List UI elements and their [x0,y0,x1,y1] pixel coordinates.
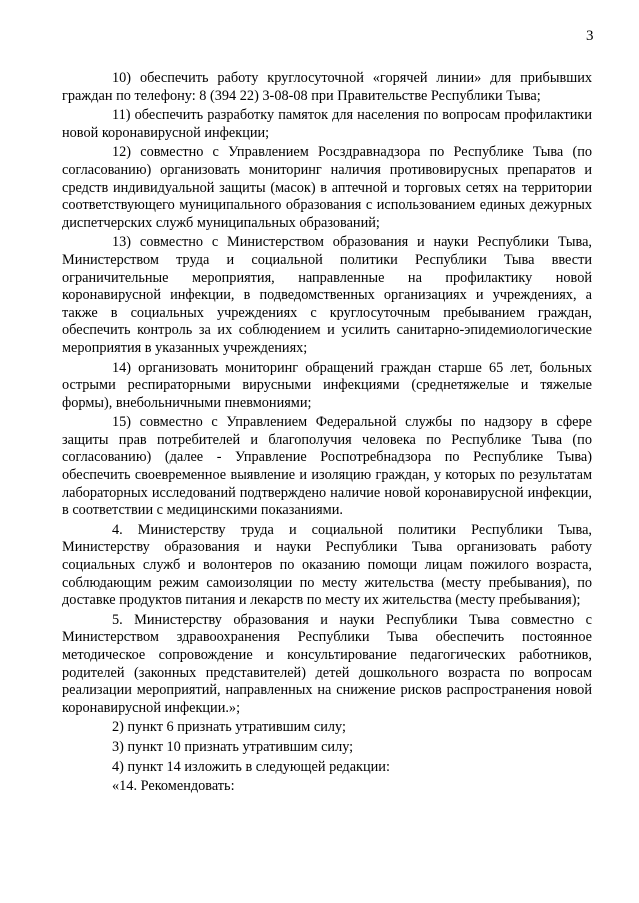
paragraph-item-15: 15) совместно с Управлением Федеральной службы по надзору в сфере защиты прав потребителей и благополучия человека по Республике Тыва (по согласованию) (далее - Управление Роспотребнадзора по Республике Тыва) обеспечить своевременное выявление и изоляцию граждан, у которых по результатам лабораторных исследований подтверждено наличие новой коронавирусной инфекции, в соответствии с медицинскими показаниями. [62,414,592,519]
paragraph-amendment-4: 4) пункт 14 изложить в следующей редакции: [112,758,390,775]
page-number: 3 [586,28,594,44]
document-body [62,70,592,796]
paragraph-item-10: 10) обеспечить работу круглосуточной «горячей линии» для прибывших граждан по телефону: 8 (394 22) 3-08-08 при Правительстве Республики Тыва; [62,70,592,104]
paragraph-item-14: 14) организовать мониторинг обращений граждан старше 65 лет, больных острыми респираторными вирусными инфекциями (среднетяжелые и тяжелые формы), внебольничными пневмониями; [62,359,592,411]
paragraph-item-11: 11) обеспечить разработку памяток для населения по вопросам профилактики новой коронавирусной инфекции; [62,107,592,141]
paragraph-section-5: 5. Министерству образования и науки Республики Тыва совместно с Министерством здравоохранения Республики Тыва обеспечить постоянное методическое сопровождение и консультирование педагогических работников, родителей (законных представителей) детей дошкольного возраста по вопросам реализации мероприятий, направленных на снижение рисков распространения новой коронавирусной инфекции.»; [62,611,592,716]
paragraph-item-12: 12) совместно с Управлением Росздравнадзора по Республике Тыва (по согласованию) организовать мониторинг наличия противовирусных препаратов и средств индивидуальной защиты (масок) в аптечной и торговых сетях на территории соответствующего муниципального образования с использованием единых дежурных диспетчерских служб муниципальных образований; [62,144,592,231]
paragraph-amendment-3: 3) пункт 10 признать утратившим силу; [112,738,354,755]
paragraph-recommend: «14. Рекомендовать: [112,778,235,795]
paragraph-amendment-2: 2) пункт 6 признать утратившим силу; [112,719,346,736]
paragraph-section-4: 4. Министерству труда и социальной политики Республики Тыва, Министерству образования и науки Республики Тыва организовать работу социальных служб и волонтеров по оказанию помощи лицам пожилого возраста, соблюдающим режим самоизоляции по месту жительства (месту пребывания), по доставке продуктов питания и лекарств по месту их жительства (месту пребывания); [62,521,592,609]
paragraph-item-13: 13) совместно с Министерством образования и науки Республики Тыва, Министерством труда и социальной политики Республики Тыва ввести ограничительные мероприятия, направленные на профилактику новой коронавирусной инфекции, в подведомственных организациях и учреждениях, а также в социальных учреждениях с круглосуточным пребыванием граждан, обеспечить контроль за их соблюдением и усилить санитарно-эпидемиологические мероприятия в указанных учреждениях; [62,234,592,356]
